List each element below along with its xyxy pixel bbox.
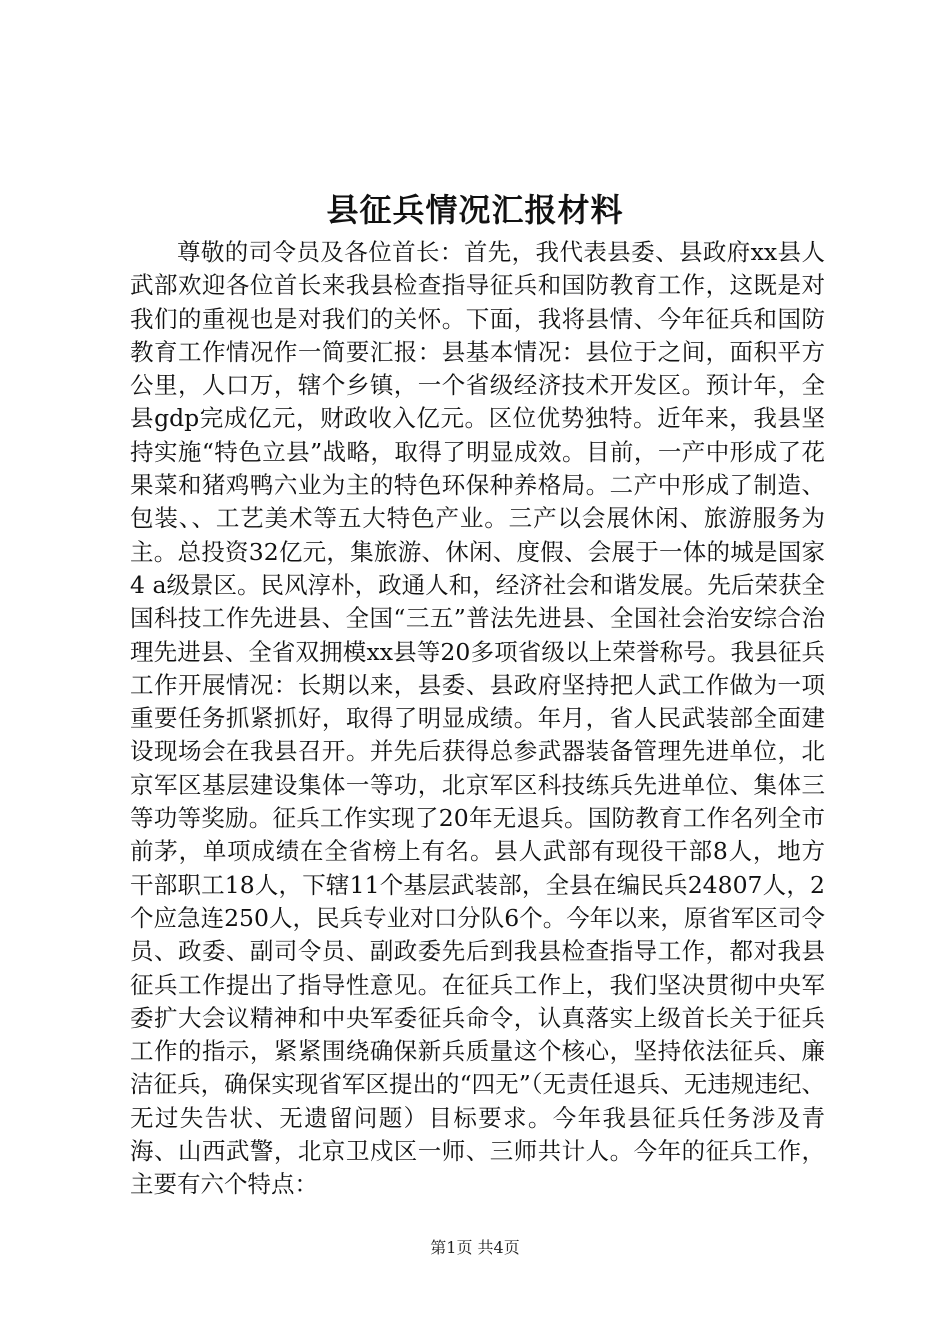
document-title: 县征兵情况汇报材料 xyxy=(326,191,624,229)
page-number-footer: 第1页 共4页 xyxy=(430,1238,520,1257)
body-paragraph: 尊敬的司令员及各位首长：首先，我代表县委、县政府xx县人武部欢迎各位首长来我县检查指导征兵和国防教育工作，这既是对我们的重视也是对我们的关怀。下面，我将县情、今年征兵和国防教育工作情况作一简要汇报：县基本情况：县位于之间，面积平方公里，人口万，辖个乡镇，一个省级经济技术开发区。预计年，全县gdp完成亿元，财政收入亿元。区位优势独特。近年来，我县坚持实施“特色立县”战略，取得了明显成效。目前，一产中形成了花果菜和猪鸡鸭六业为主的特色环保种养格局。二产中形成了制造、包装、、工艺美术等五大特色产业。三产以会展休闲、旅游服务为主。总投资32亿元，集旅游、休闲、度假、会展于一体的城是国家4 a级景区。民风淳朴，政通人和，经济社会和谐发展。先后荣获全国科技工作先进县、全国“三五”普法先进县、全国社会治安综合治理先进县、全省双拥模xx县等20多项省级以上荣誉称号。我县征兵工作开展情况：长期以来，县委、县政府坚持把人武工作做为一项重要任务抓紧抓好，取得了明显成绩。年月，省人民武装部全面建设现场会在我县召开。并先后获得总参武器装备管理先进单位，北京军区基层建设集体一等功，北京军区科技练兵先进单位、集体三等功等奖励。征兵工作实现了20年无退兵。国防教育工作名列全市前茅，单项成绩在全省榜上有名。县人武部有现役干部8人，地方干部职工18人，下辖11个基层武装部，全县在编民兵24807人，2个应急连250人，民兵专业对口分队6个。今年以来，原省军区司令员、政委、副司令员、副政委先后到我县检查指导工作，都对我县征兵工作提出了指导性意见。在征兵工作上，我们坚决贯彻中央军委扩大会议精神和中央军委征兵命令，认真落实上级首长关于征兵工作的指示，紧紧围绕确保新兵质量这个核心，坚持依法征兵、廉洁征兵，确保实现省军区提出的“四无”（无责任退兵、无违规违纪、无过失告状、无遗留问题）目标要求。今年我县征兵任务涉及青海、山西武警，北京卫戍区一师、三师共计人。今年的征兵工作，主要有六个特点： xyxy=(130,238,825,1199)
